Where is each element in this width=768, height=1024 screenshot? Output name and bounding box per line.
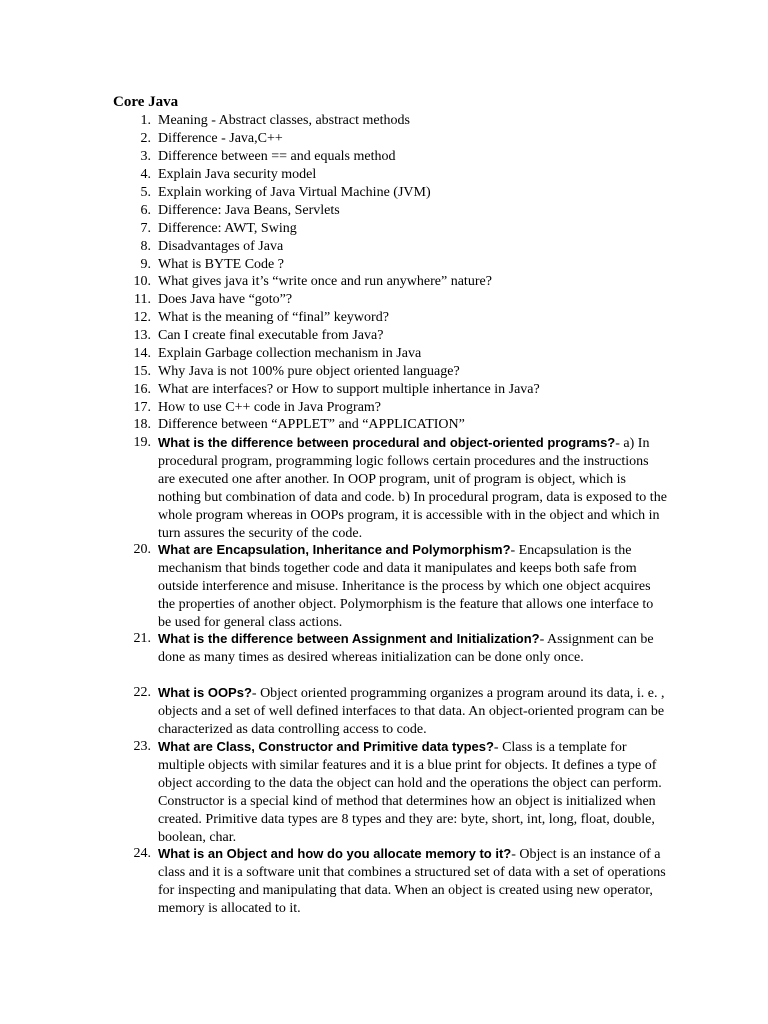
- item-text: Explain Garbage collection mechanism in Java: [158, 346, 422, 361]
- item-number: 23.: [133, 739, 151, 754]
- item-text: Meaning - Abstract classes, abstract methods: [158, 113, 410, 128]
- item-number: 12.: [133, 310, 151, 325]
- item-number: 5.: [140, 185, 151, 200]
- item-text: How to use C++ code in Java Program?: [158, 400, 382, 415]
- question-text: What is OOPs?: [158, 685, 252, 700]
- question-text: What are Class, Constructor and Primitive data types?: [158, 739, 494, 754]
- item-number: 18.: [133, 417, 151, 432]
- answer-text: - Encapsulation is the mechanism that binds together code and data it manipulates and keeps both safe from outside interference and misuse. Inheritance is the process by which one object acquires the properties of another object. Polymorphism is the feature that allows one interface to be used for general class actions.: [158, 543, 654, 630]
- item-text: Difference between “APPLET” and “APPLICATION”: [158, 417, 465, 432]
- item-number: 24.: [133, 846, 151, 861]
- item-text: Difference - Java,C++: [158, 131, 283, 146]
- item-text: Explain Java security model: [158, 167, 317, 182]
- item-number: 1.: [140, 113, 151, 128]
- question-text: What are Encapsulation, Inheritance and Polymorphism?: [158, 542, 511, 557]
- item-text: Explain working of Java Virtual Machine (JVM): [158, 185, 431, 200]
- item-number: 11.: [134, 292, 151, 307]
- item-number: 3.: [140, 149, 151, 164]
- item-text: Why Java is not 100% pure object oriented language?: [158, 364, 460, 379]
- answer-text: - a) In procedural program, programming logic follows certain procedures and the instructions are executed one after another. In OOP program, unit of program is object, which is nothing but combination of data and code. b) In procedural program, data is exposed to the whole program whereas in OOPs program, it is accessible with in the object and which in turn assures the security of the code.: [158, 436, 667, 541]
- item-number: 4.: [140, 167, 151, 182]
- item-number: 19.: [133, 435, 151, 450]
- item-number: 20.: [133, 542, 151, 557]
- item-number: 7.: [140, 221, 151, 236]
- item-number: 8.: [140, 239, 151, 254]
- item-number: 22.: [133, 685, 151, 700]
- question-text: What is an Object and how do you allocate memory to it?: [158, 846, 512, 861]
- item-text: Disadvantages of Java: [158, 239, 284, 254]
- answer-text: - Assignment can be done as many times as desired whereas initialization can be done only once.: [158, 632, 654, 665]
- answer-text: - Class is a template for multiple objects with similar features and it is a blue print for objects. It defines a type of object according to the data the object can hold and the operations the object can perform. Constructor is a special kind of method that determines how an object is initialized when created. Primitive data types are 8 types and they are: byte, short, int, long, float, double, boolean, char.: [158, 740, 662, 845]
- item-number: 15.: [133, 364, 151, 379]
- item-text: Can I create final executable from Java?: [158, 328, 384, 343]
- item-number: 17.: [133, 400, 151, 415]
- item-text: Difference: AWT, Swing: [158, 221, 297, 236]
- item-number: 6.: [140, 203, 151, 218]
- item-text: Difference between == and equals method: [158, 149, 396, 164]
- question-text: What is the difference between procedural and object-oriented programs?: [158, 435, 616, 450]
- item-number: 14.: [133, 346, 151, 361]
- page-title: Core Java: [113, 94, 179, 110]
- answer-text: - Object oriented programming organizes a program around its data, i. e. , objects and a set of well defined interfaces to that data. An object-oriented program can be characterized as data controlling access to code.: [158, 686, 665, 737]
- item-text: What gives java it’s “write once and run anywhere” nature?: [158, 274, 492, 289]
- item-text: What is BYTE Code ?: [158, 257, 284, 272]
- item-number: 10.: [133, 274, 151, 289]
- item-text: What are interfaces? or How to support multiple inhertance in Java?: [158, 382, 540, 397]
- item-number: 2.: [140, 131, 151, 146]
- item-number: 9.: [140, 257, 151, 272]
- item-number: 16.: [133, 382, 151, 397]
- item-text: Difference: Java Beans, Servlets: [158, 203, 340, 218]
- question-text: What is the difference between Assignment and Initialization?: [158, 631, 540, 646]
- item-number: 13.: [133, 328, 151, 343]
- item-text: Does Java have “goto”?: [158, 292, 293, 307]
- answer-text: - Object is an instance of a class and it is a software unit that combines a structured set of data with a set of operations for inspecting and manipulating that data. When an object is created using new operator, memory is allocated to it.: [158, 847, 666, 916]
- item-number: 21.: [133, 631, 151, 646]
- item-text: What is the meaning of “final” keyword?: [158, 310, 389, 325]
